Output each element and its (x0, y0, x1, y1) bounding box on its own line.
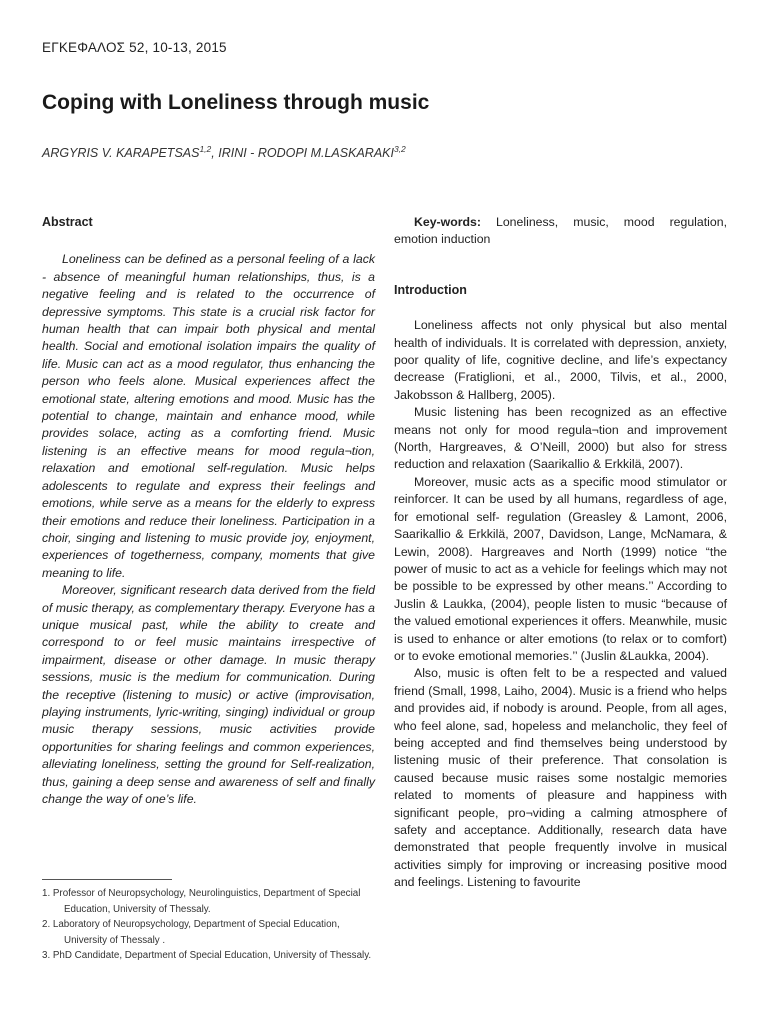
right-column (394, 214, 727, 892)
author-line (42, 144, 406, 160)
author-separator: , (211, 146, 219, 161)
author-1-affiliation: 1,2 (199, 144, 212, 154)
intro-paragraph: Loneliness affects not only physical but also mental health of individuals. It is correlated with depression, anxiety, poor quality of life, cognitive decline, and life’s expectancy decrease (Fratiglioni, et al., 2000, Tilvis, et al., 2000, Jakobsson & Hallberg, 2005). (394, 318, 727, 402)
keywords-text: Loneliness, music, mood regulation, emotion induction (394, 215, 727, 247)
author-2: IRINI - RODOPI M.LASKARAKI (218, 146, 394, 161)
abstract-heading: Abstract (42, 215, 93, 229)
keywords (394, 214, 727, 249)
introduction-heading: Introduction (394, 282, 467, 297)
intro-paragraph: Music listening has been recognized as an effective means not only for mood regula¬tion and improvement (North, Hargreaves, & O’Neill, 2000) but also for stress reduction and relaxation (Saarikallio & Erkkilä, 2007). (394, 405, 727, 472)
footnote-divider (42, 879, 172, 880)
paper-title: Coping with Loneliness through music (42, 91, 430, 114)
intro-paragraph: Moreover, music acts as a specific mood stimulator or reinforcer. It can be used by all humans, regardless of age, for emotional self- regulation (Greasley & Lamont, 2006, Saarikallio & Erkkilä, 2007, Davidson, Lange, McNamara, & Lewin, 2008). Hargreaves and North (1999) notice “the power of music to act as a vehicle for feelings which may not be possible to be expressed by other means.’’ According to Juslin & Laukka, (2004), people listen to music “because of the valued emotional experiences it offers. Meanwhile, music is used to enhance or alter emotions (to relax or to comfort) or to evoke emotional memories.’’ (Juslin &Laukka, 2004). (394, 474, 727, 663)
intro-paragraph: Also, music is often felt to be a respected and valued friend (Small, 1998, Laiho, 2004). Music is a friend who helps and provides aid, if nobody is around. People, from all ages, who feel alone, sad, hopeless and melancholic, they feel of being accepted and find themselves being understood by listening music of their preference. That consolation is caused because music raises some nostalgic memories related to moments of pleasure and happiness with significant people, pro¬viding a calming atmosphere of safety and acceptance. Additionally, research data have demonstrated that people frequently involve in musical activities simply for improving or increasing positive mood and feelings. Listening to favourite (394, 666, 727, 890)
journal-header: ΕΓΚΕΦΑΛΟΣ 52, 10-13, 2015 (42, 40, 227, 55)
footnote-3: 3. PhD Candidate, Department of Special Education, University of Thessaly. (42, 950, 372, 962)
keywords-label: Key-words: (414, 215, 481, 229)
abstract-paragraph: Moreover, significant research data derived from the field of music therapy, as complementary therapy. Everyone has a unique musical past, while the ability to create and correspond to or feel music maintains irrespective of impairment, disease or other damage. In music therapy sessions, music is the medium for communication. During the receptive (listening to music) or active (improvisation, playing instruments, lyric-writing, singing) individual or group music therapy sessions, music activities provide opportunities for sharing feelings and common experiences, alleviating loneliness, setting the ground for Self-realization, thus, gaining a deep sense and awareness of self and finally change the way of one’s life. (42, 583, 375, 806)
abstract-column (42, 214, 375, 808)
author-1: ARGYRIS V. KARAPETSAS (42, 146, 200, 161)
footnote-2: 2. Laboratory of Neuropsychology, Department of Special Education, University of Thessaly . (42, 919, 340, 946)
author-2-affiliation: 3,2 (393, 144, 406, 154)
abstract-paragraph: Loneliness can be defined as a personal feeling of a lack - absence of meaningful human relationships, thus, is a negative feeling and is related to the occurrence of depressive symptoms. This state is a crucial risk factor for human health that can impair both physical and mental health. Social and emotional isolation impairs the quality of life. Music can act as a mood regulator, thus enhancing the person who feels alone. Musical experiences affect the emotional state, altering emotions and mood. Music has the potential to change, maintain and enhance mood, while provides solace, acting as a comforting friend. Music listening is an effective means for mood regula¬tion, relaxation and emotional self-regulation. Music helps adolescents to regulate and express their feelings and emotions, while serve as a means for the elderly to express their emotions and reduce their loneliness. Participation in a choir, singing and listening to music provide joy, enjoyment, experiences of togetherness, company, moments that give meaning to life. (42, 252, 375, 580)
footnote-1: 1. Professor of Neuropsychology, Neurolinguistics, Department of Special Education, University of Thessaly. (42, 888, 361, 915)
footnotes (42, 886, 372, 964)
